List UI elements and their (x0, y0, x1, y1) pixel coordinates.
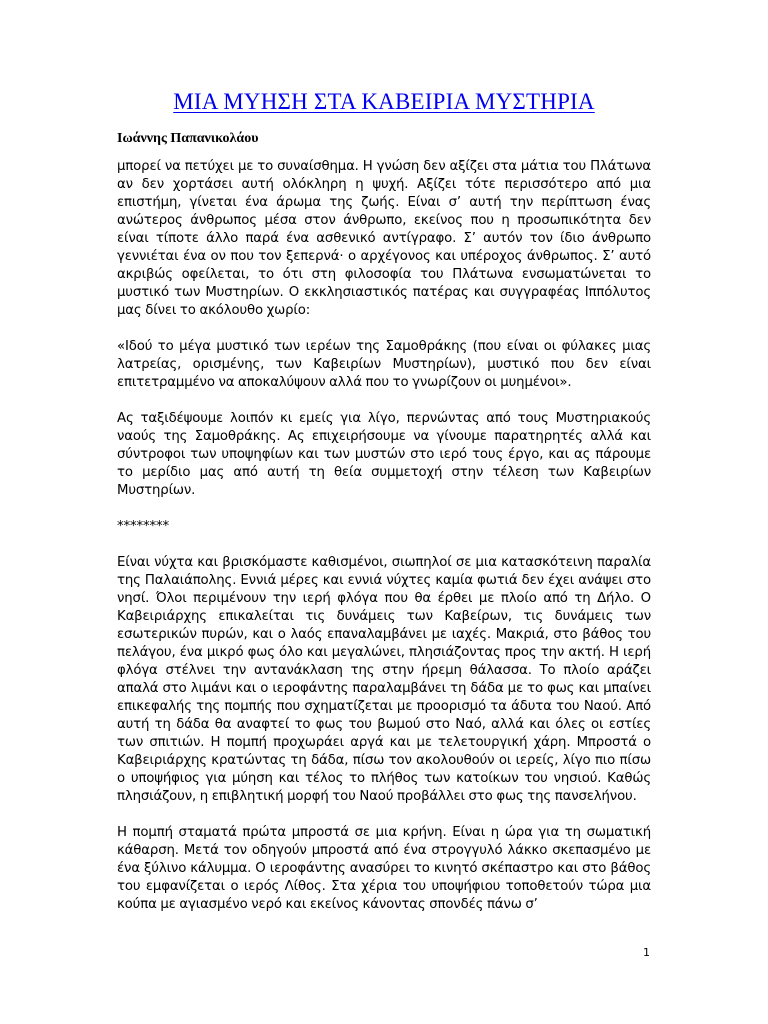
paragraph-5: Είναι νύχτα και βρισκόμαστε καθισμένοι, σιωπηλοί σε μια κατασκότεινη παραλία της Παλαιάπολης. Εννιά μέρες και εννιά νύχτες καμία φωτιά δεν έχει ανάψει στο νησί. Όλοι περιμένουν την ιερή φλόγα που θα έρθει με πλοίο από τη Δήλο. Ο Καβειριάρχης επικαλείται τις δυνάμεις των Καβείρων, τις δυνάμεις των εσωτερικών πυρών, και ο λαός επαναλαμβάνει με ιαχές. Μακριά, στο βάθος του πελάγου, ένα μικρό φως όλο και μεγαλώνει, πλησιάζοντας προς την ακτή. Η ιερή φλόγα στέλνει την αντανάκλαση της στην ήρεμη θάλασσα. Το πλοίο αράζει απαλά στο λιμάνι και ο ιεροφάντης παραλαμβάνει τη δάδα με το φως και μπαίνει επικεφαλής της πομπής που σχηματίζεται με προορισμό τα άδυτα του Ναού. Από αυτή τη δάδα θα αναφτεί το φως του βωμού στο Ναό, αλλά και όλες οι εστίες των σπιτιών. Η πομπή προχωράει αργά και με τελετουργική χάρη. Μπροστά ο Καβειριάρχης κρατώντας τη δάδα, πίσω τον ακολουθούν οι ιερείς, λίγο πιο πίσω ο υποψήφιος για μύηση και τέλος το πλήθος των κατοίκων του νησιού. Καθώς πλησιάζουν, η επιβλητική μορφή του Ναού προβάλλει στο φως της πανσελήνου. (117, 555, 651, 804)
paragraph-6: Η πομπή σταματά πρώτα μπροστά σε μια κρήνη. Είναι η ώρα για τη σωματική κάθαρση. Μετά τον οδηγούν μπροστά από ένα στρογγυλό λάκκο σκεπασμένο με ένα ξύλινο κάλυμμα. Ο ιεροφάντης ανασύρει το κινητό σκέπαστρο και στο βάθος του εμφανίζεται ο ιερός Λίθος. Στα χέρια του υποψήφιου τοποθετούν τώρα μια κούπα με αγιασμένο νερό και εκείνος κάνοντας σπονδές πάνω σ’ (117, 825, 651, 912)
paragraph-3: Ας ταξιδέψουμε λοιπόν κι εμείς για λίγο, περνώντας από τους Μυστηριακούς ναούς της Σαμοθράκης. Ας επιχειρήσουμε να γίνουμε παρατηρητές αλλά και σύντροφοι των υποψηφίων και των μυστών στο ιερό τους έργο, και ας πάρουμε το μερίδιο μας από αυτή τη θεία συμμετοχή στην τέλεση των Καβειρίων Μυστηρίων. (117, 411, 651, 498)
paragraph-quote: «Ιδού το μέγα μυστικό των ιερέων της Σαμοθράκης (που είναι οι φύλακες μιας λατρείας, ορισμένης, των Καβειρίων Μυστηρίων), μυστικό που δεν είναι επιτετραμμένο να αποκαλύψουν αλλά που το γνωρίζουν οι μυημένοι». (117, 339, 651, 390)
document-title[interactable]: ΜΙΑ ΜΥΗΣΗ ΣΤΑ ΚΑΒΕΙΡΙΑ ΜΥΣΤΗΡΙΑ (173, 89, 595, 114)
author-name: Ιωάννης Παπανικολάου (117, 131, 259, 146)
paragraph-1: μπορεί να πετύχει με το συναίσθημα. Η γνώση δεν αξίζει στα μάτια του Πλάτωνα αν δεν χορτάσει αυτή ολόκληρη η ψυχή. Αξίζει τότε περισσότερο από μια επιστήμη, γίνεται ένα άρωμα της ζωής. Είναι σ’ αυτή την περίπτωση ένας ανώτερος άνθρωπος μέσα στον άνθρωπο, εκείνος που η προσωπικότητα δεν είναι τίποτε άλλο παρά ένα ασθενικό αντίγραφο. Σ’ αυτόν τον ίδιο άνθρωπο γεννιέται ένα ον που τον ξεπερνά· ο αρχέγονος και υπέροχος άνθρωπος. Σ’ αυτό ακριβώς οφείλεται, το ότι στη φιλοσοφία του Πλάτωνα ενσωματώνεται το μυστικό των Μυστηρίων. Ο εκκλησιαστικός πατέρας και συγγραφέας Ιππόλυτος μας δίνει το ακόλουθο χωρίο: (117, 159, 651, 318)
document-body (117, 158, 651, 932)
page-number: 1 (643, 946, 650, 959)
section-separator: ******** (117, 519, 169, 534)
